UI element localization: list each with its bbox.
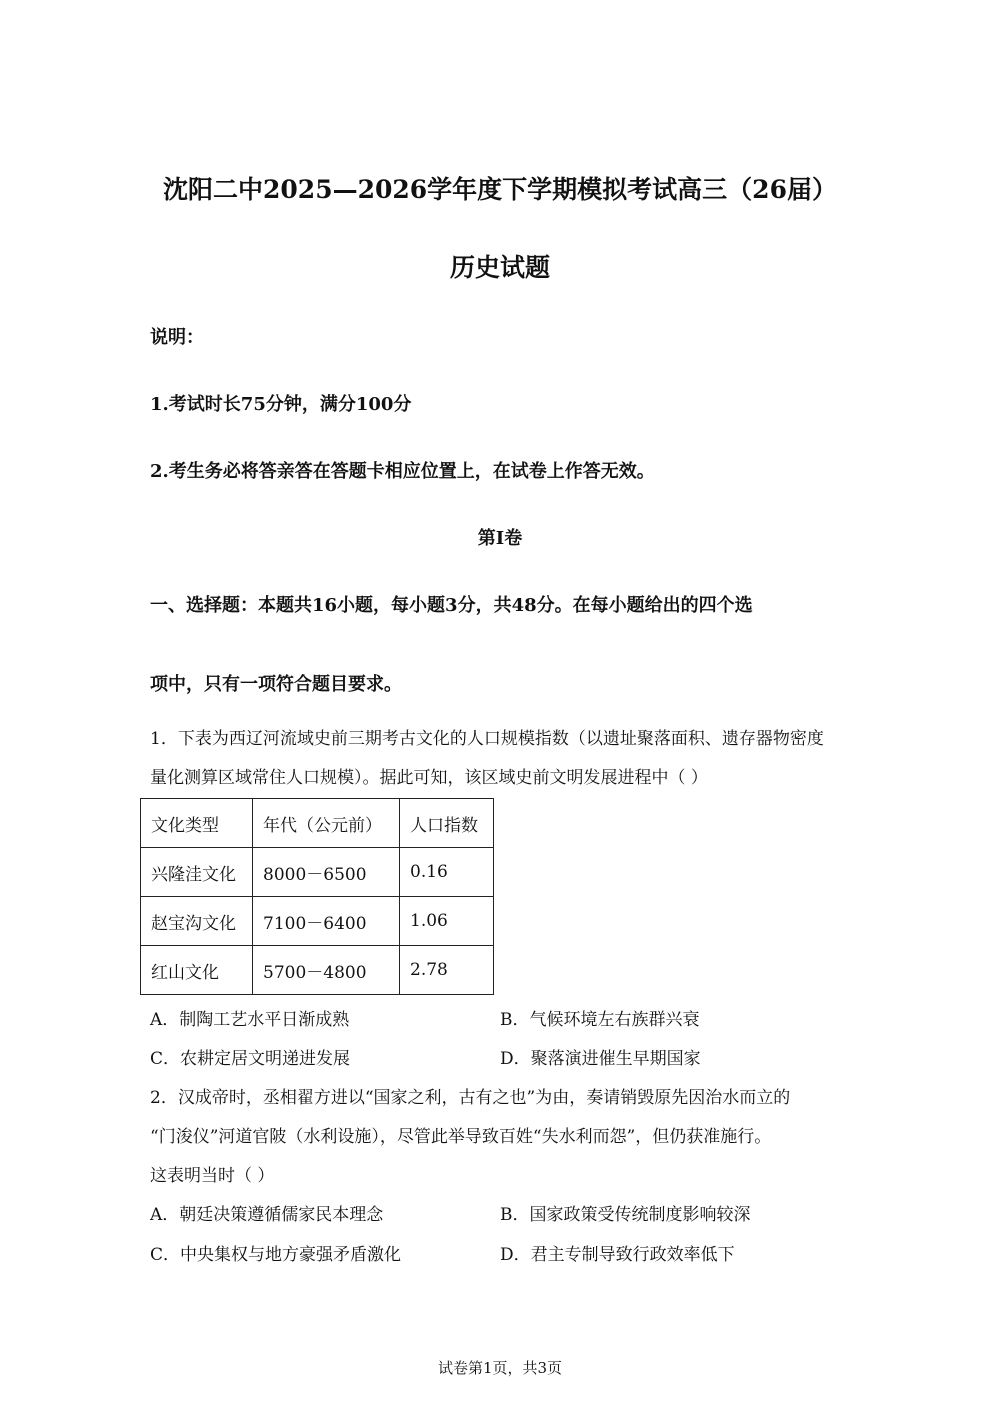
notes-item-2: 2.考生务必将答亲答在答题卡相应位置上，在试卷上作答无效。: [150, 461, 655, 482]
exam-subject-title: 历史试题: [449, 253, 550, 282]
q2-option-c: C．中央集权与地方豪强矛盾激化: [150, 1245, 402, 1265]
q2-stem-line1: 2．汉成帝时，丞相翟方进以“国家之利，古有之也”为由，奏请销毁原先因治水而立的: [150, 1088, 791, 1108]
table-row: [141, 946, 494, 995]
volume-heading: 第I卷: [477, 528, 523, 549]
table-cell: 2.78: [400, 946, 494, 995]
q1-stem-line2: 量化测算区域常住人口规模）。据此可知，该区域史前文明发展进程中（ ）: [150, 768, 708, 788]
q1-option-d: D．聚落演进催生早期国家: [500, 1049, 701, 1069]
table-header-cell: 年代（公元前）: [253, 799, 400, 848]
table-cell: 7100－6400: [253, 897, 400, 946]
q1-option-a: A．制陶工艺水平日渐成熟: [150, 1010, 350, 1030]
q2-stem-line3: 这表明当时（ ）: [150, 1166, 275, 1186]
table-cell: 0.16: [400, 848, 494, 897]
q2-option-a: A．朝廷决策遵循儒家民本理念: [150, 1205, 384, 1225]
q1-table: [140, 798, 494, 995]
q2-stem-line2: “门浚仪”河道官陂（水利设施），尽管此举导致百姓“失水利而怨”，但仍获准施行。: [150, 1127, 772, 1147]
table-cell: 兴隆洼文化: [141, 848, 253, 897]
table-cell: 5700－4800: [253, 946, 400, 995]
table-cell: 8000－6500: [253, 848, 400, 897]
notes-label: 说明：: [150, 327, 204, 348]
q1-stem-line1: 1．下表为西辽河流域史前三期考古文化的人口规模指数（以遗址聚落面积、遗存器物密度: [150, 729, 824, 749]
table-header-cell: 文化类型: [141, 799, 253, 848]
table-row: [141, 848, 494, 897]
table-row: [141, 897, 494, 946]
section-heading-line2: 项中，只有一项符合题目要求。: [150, 674, 402, 695]
q2-option-b: B．国家政策受传统制度影响较深: [500, 1205, 751, 1225]
table-header-cell: 人口指数: [400, 799, 494, 848]
q1-option-b: B．气候环境左右族群兴衰: [500, 1010, 700, 1030]
section-heading-line1: 一、选择题：本题共16小题，每小题3分，共48分。在每小题给出的四个选: [150, 595, 753, 616]
table-cell: 赵宝沟文化: [141, 897, 253, 946]
table-cell: 红山文化: [141, 946, 253, 995]
exam-title: 沈阳二中2025—2026学年度下学期模拟考试高三（26届）: [163, 175, 837, 204]
table-header-row: [141, 799, 494, 848]
q1-option-c: C．农耕定居文明递进发展: [150, 1049, 351, 1069]
q2-option-d: D．君主专制导致行政效率低下: [500, 1245, 735, 1265]
notes-item-1: 1.考试时长75分钟，满分100分: [150, 394, 412, 415]
table-cell: 1.06: [400, 897, 494, 946]
page-footer: 试卷第1页，共3页: [437, 1359, 563, 1377]
